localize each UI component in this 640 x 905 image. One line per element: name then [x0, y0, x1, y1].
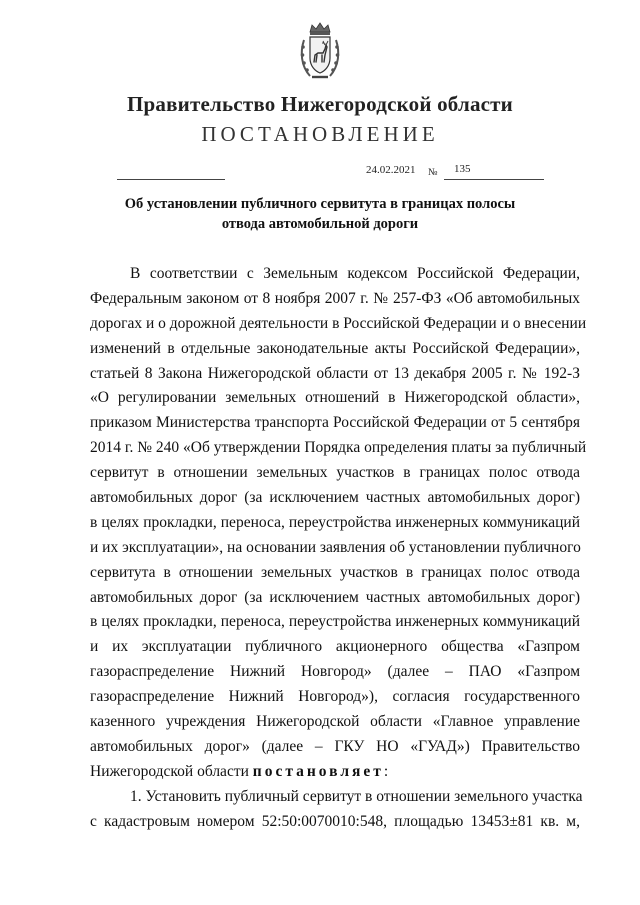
blank-signature-line: [117, 179, 225, 180]
body-line: В соответствии с Земельным кодексом Российской Федерации,: [130, 265, 580, 282]
body-line: газораспределение Нижний Новгород»), согласия государственного: [90, 688, 580, 706]
document-type: ПОСТАНОВЛЕНИЕ: [201, 122, 439, 146]
subject-line: отвода автомобильной дороги: [221, 216, 419, 232]
item-1-line: с кадастровым номером 52:50:0070010:548, площадью 13453±81 кв. м,: [90, 812, 580, 830]
body-line: и их эксплуатации», на основании заявления об установлении публичного: [90, 538, 581, 556]
body-line: «О регулировании земельных отношений в Нижегородской области»,: [90, 389, 580, 407]
body-line: дорогах и о дорожной деятельности в Российской Федерации и о внесении: [90, 314, 587, 332]
organization-title: Правительство Нижегородской области: [127, 92, 513, 116]
body-line: казенного учреждения Нижегородской области «Главное управление: [90, 713, 580, 731]
document-date: 24.02.2021: [366, 164, 416, 176]
body-line: Федеральным законом от 8 ноября 2007 г. № 257-ФЗ «Об автомобильных: [90, 289, 580, 307]
body-line: автомобильных дорог (за исключением частных автомобильных дорог): [90, 489, 580, 507]
body-line: приказом Министерства транспорта Российской Федерации от 5 сентября: [90, 414, 580, 432]
document-subject: [120, 194, 520, 234]
decree-line-suffix: :: [383, 762, 389, 780]
coat-of-arms-icon: [298, 22, 342, 82]
document-number: 135: [454, 163, 471, 175]
decree-word: постановляет: [252, 762, 384, 780]
body-line: 2014 г. № 240 «Об утверждении Порядка определения платы за публичный: [90, 439, 587, 457]
body-line: в целях прокладки, переноса, переустройства инженерных коммуникаций: [90, 513, 580, 531]
document-number-field: [444, 163, 544, 180]
subject-line: Об установлении публичного сервитута в границах полосы: [124, 196, 516, 212]
body-line: сервитута в отношении земельных участков в границах полос отвода: [90, 563, 580, 581]
decree-line: [90, 760, 580, 785]
body-line: в целях прокладки, переноса, переустройства инженерных коммуникаций: [90, 613, 580, 631]
body-line: и их эксплуатации публичного акционерного общества «Газпром: [90, 638, 580, 656]
number-sign: №: [428, 167, 438, 178]
decree-line-prefix: Нижегородской области: [90, 762, 249, 780]
body-line: автомобильных дорог (за исключением частных автомобильных дорог): [90, 588, 580, 606]
document-body: [90, 262, 587, 834]
body-line: статьей 8 Закона Нижегородской области от 13 декабря 2005 г. № 192-З: [90, 364, 580, 382]
body-line: изменений в отдельные законодательные акты Российской Федерации»,: [90, 339, 580, 357]
body-line: газораспределение Нижний Новгород» (далее – ПАО «Газпром: [90, 663, 580, 681]
body-line: автомобильных дорог» (далее – ГКУ НО «ГУАД») Правительство: [90, 737, 580, 755]
item-1-line: 1. Установить публичный сервитут в отношении земельного участка: [130, 787, 583, 805]
body-line: сервитут в отношении земельных участков в границах полос отвода: [90, 464, 580, 482]
